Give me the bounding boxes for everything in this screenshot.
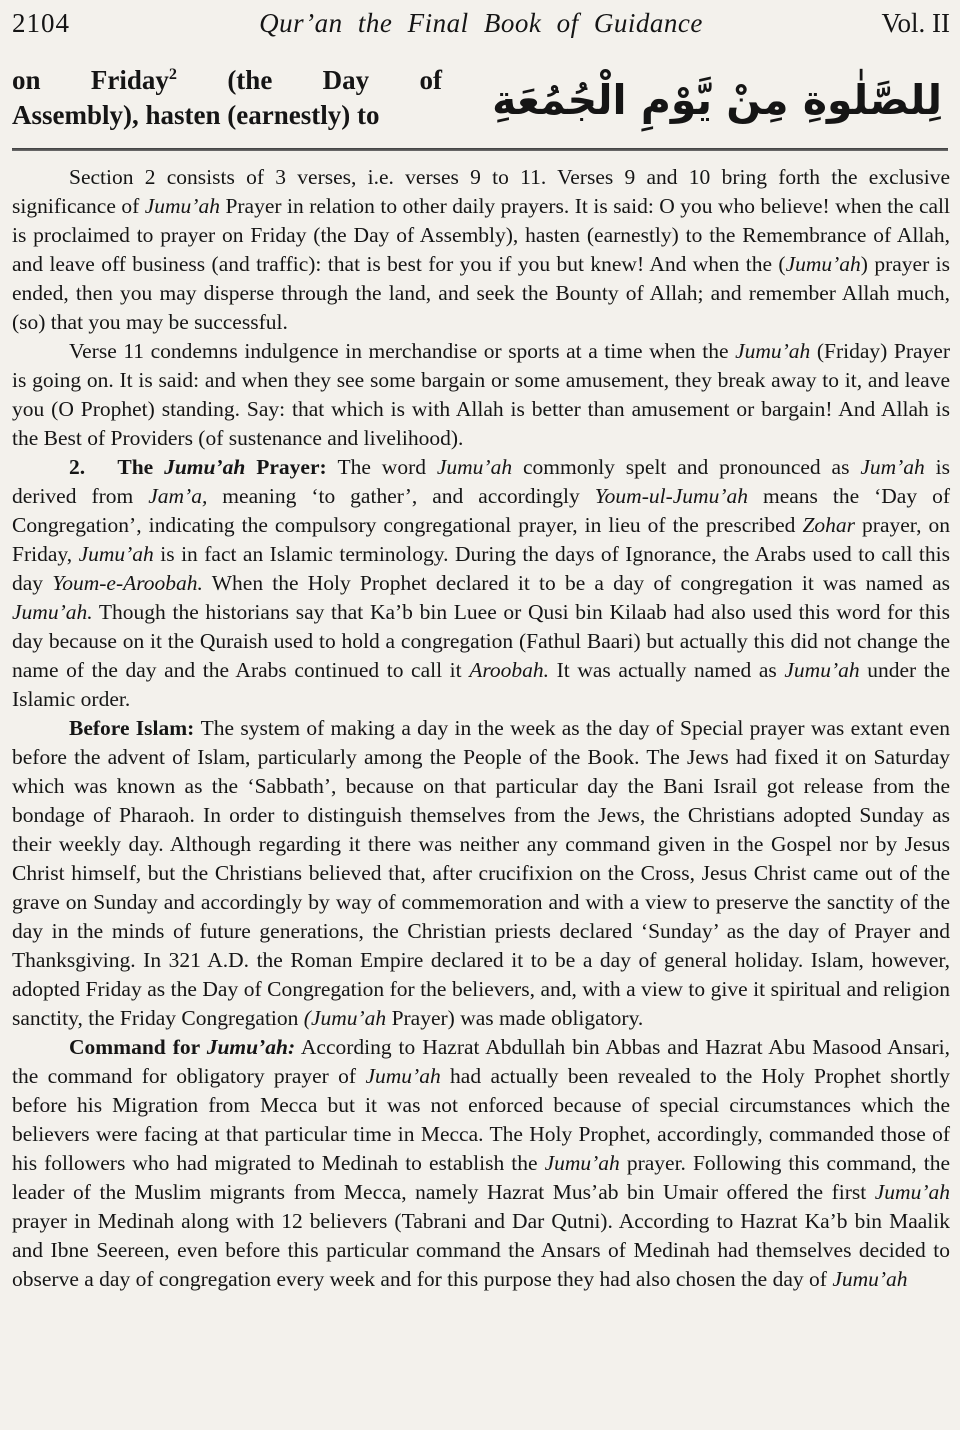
text-segment: Jam’a, [148,484,208,508]
text-segment: 2 [168,65,177,83]
text-segment: (Friday) Prayer is going on. It is said: and when they see some bargain or some amusement, they break away to it, and leave you (O Prophet) standing. Say: that which is with Allah is better than amusement or bargain! And Allah is the Best of Providers (of sustenance and livelihood). [12,339,950,450]
text-segment: Youm-ul-Jumu’ah [594,484,748,508]
text-segment: Jumu’ah [144,194,220,218]
text-segment: The word [337,455,437,479]
text-segment: It was actually named as [549,658,785,682]
text-segment: prayer, on Friday, [12,513,950,566]
text-segment: Verse 11 condemns indulgence in merchandise or sports at a time when the [69,339,736,363]
text-segment: Command for [69,1035,207,1059]
text-segment: meaning ‘to gather’, and accordingly [207,484,595,508]
text-segment: 2. The [69,455,165,479]
text-segment: (Jumu’ah [303,1006,387,1030]
paragraph [12,714,950,1033]
text-segment: Jumu’ah. [12,600,93,624]
text-segment: prayer. Following this command, the leader of the Muslim migrants from Mecca, namely Hazrat Mus’ab bin Umair offered the first [12,1151,950,1204]
text-segment: Before Islam: [69,716,201,740]
volume-label: Vol. II [881,8,950,38]
text-segment: Section 2 consists of 3 verses, i.e. verses 9 to 11. Verses 9 and 10 bring forth the exclusive significance of [12,165,950,218]
paragraph [12,1033,950,1294]
text-segment: (the Day of [176,65,442,95]
text-segment: Jumu’ah [784,658,860,682]
text-segment: is derived from [12,455,951,508]
text-segment: The system of making a day in the week as the day of Special prayer was extant even before the advent of Islam, particularly among the People of the Book. The Jews had fixed it on Saturday which was known as the ‘Sabbath’, because on that particular day the Bani Israil got release from the bondage of Pharaoh. In order to distinguish themselves from the Jews, the Christians adopted Sunday as their weekly day. Although regarding it there was neither any command given in the Gospel nor by Jesus Christ himself, but the Christians believed that, after crucifixion on the Cross, Jesus Christ came out of the grave on Sunday and accordingly by way of commemoration and with a view to preserve the sanctity of the day in the minds of future generations, the Christian priests declared ‘Sunday’ as the day of Prayer and Thanksgiving. In 321 A.D. the Roman Empire declared it to be a day of general holiday. Islam, however, adopted Friday as the Day of Congregation for the believers, and, with a view to give it spiritual and religion sanctity, the Friday Congregation [12,716,950,1030]
text-segment: commonly spelt and pronounced as [512,455,861,479]
verse-translation [12,63,442,133]
text-segment: Jum’ah [860,455,925,479]
text-segment: Jumu’ah: [206,1035,296,1059]
text-segment: Jumu’ah [544,1151,620,1175]
text-segment: prayer in Medinah along with 12 believers (Tabrani and Dar Qutni). According to Hazrat Ka’b bin Maalik and Ibne Seereen, even before this particular command the Ansars of Medinah had themselves decided to observe a day of congregation every week and for this purpose they had also chosen the day of [12,1209,950,1291]
text-segment: Jumu’ah [78,542,154,566]
text-segment: Jumu’ah [785,252,861,276]
text-segment: Prayer) was made obligatory. [386,1006,644,1030]
verse-arabic-calligraphy: لِلصَّلٰوةِ مِنْ يَّوْمِ الْجُمُعَةِ [492,76,942,124]
text-segment: According to Hazrat Abdullah bin Abbas and Hazrat Abu Masood Ansari, the command for obligatory prayer of [12,1035,950,1088]
book-title: Qur’an the Final Book of Guidance [259,8,703,38]
text-segment: Jumu’ah [365,1064,441,1088]
text-segment: is in fact an Islamic terminology. During the days of Ignorance, the Arabs used to call this day [12,542,950,595]
verse-translation-line [12,63,442,98]
text-segment: Assembly), hasten (earnestly) to [12,100,380,130]
commentary-text [12,163,950,1294]
text-segment: Jumu’ah [164,455,246,479]
paragraph [12,163,950,337]
text-segment: Though the historians say that Ka’b bin Luee or Qusi bin Kilaab had also used this word for this day because on it the Quraish used to hold a congregation (Fathul Baari) but actually this did not change the name of the day and the Arabs continued to call it [12,600,950,682]
text-segment: had actually been revealed to the Holy Prophet shortly before his Migration from Mecca but it was not enforced because of special circumstances which the believers were facing at that particular time in Mecca. The Holy Prophet, accordingly, commanded those of his followers who had migrated to Medinah to establish the [12,1064,951,1175]
section-divider [12,148,948,151]
text-segment: Jumu’ah [874,1180,950,1204]
text-segment: Youm-e-Aroobah. [52,571,203,595]
text-segment: means the ‘Day of Congregation’, indicating the compulsory congregational prayer, in lieu of the prescribed [12,484,950,537]
paragraph [12,337,950,453]
text-segment: under the Islamic order. [12,658,951,711]
text-segment: Jumu’ah [436,455,513,479]
text-segment: Jumu’ah [832,1267,908,1291]
text-segment: ) prayer is ended, then you may disperse through the land, and seek the Bounty of Allah; and remember Allah much, (so) that you may be successful. [12,252,951,334]
text-segment: Prayer in relation to other daily prayers. It is said: O you who believe! when the call is proclaimed to prayer on Friday (the Day of Assembly), hasten (earnestly) to the Remembrance of Allah, and leave off business (and traffic): that is best for you if you but knew! And when the ( [12,194,951,276]
text-segment: Prayer: [245,455,338,479]
text-segment: on Friday [12,65,169,95]
page-header [12,8,950,39]
verse-row [12,63,950,133]
paragraph [12,453,950,714]
verse-translation-line [12,98,442,133]
page-number: 2104 [12,8,70,38]
text-segment: Jumu’ah [735,339,811,363]
text-segment: Zohar [802,513,856,537]
text-segment: When the Holy Prophet declared it to be a day of congregation it was named as [202,571,950,595]
text-segment: Aroobah. [469,658,550,682]
